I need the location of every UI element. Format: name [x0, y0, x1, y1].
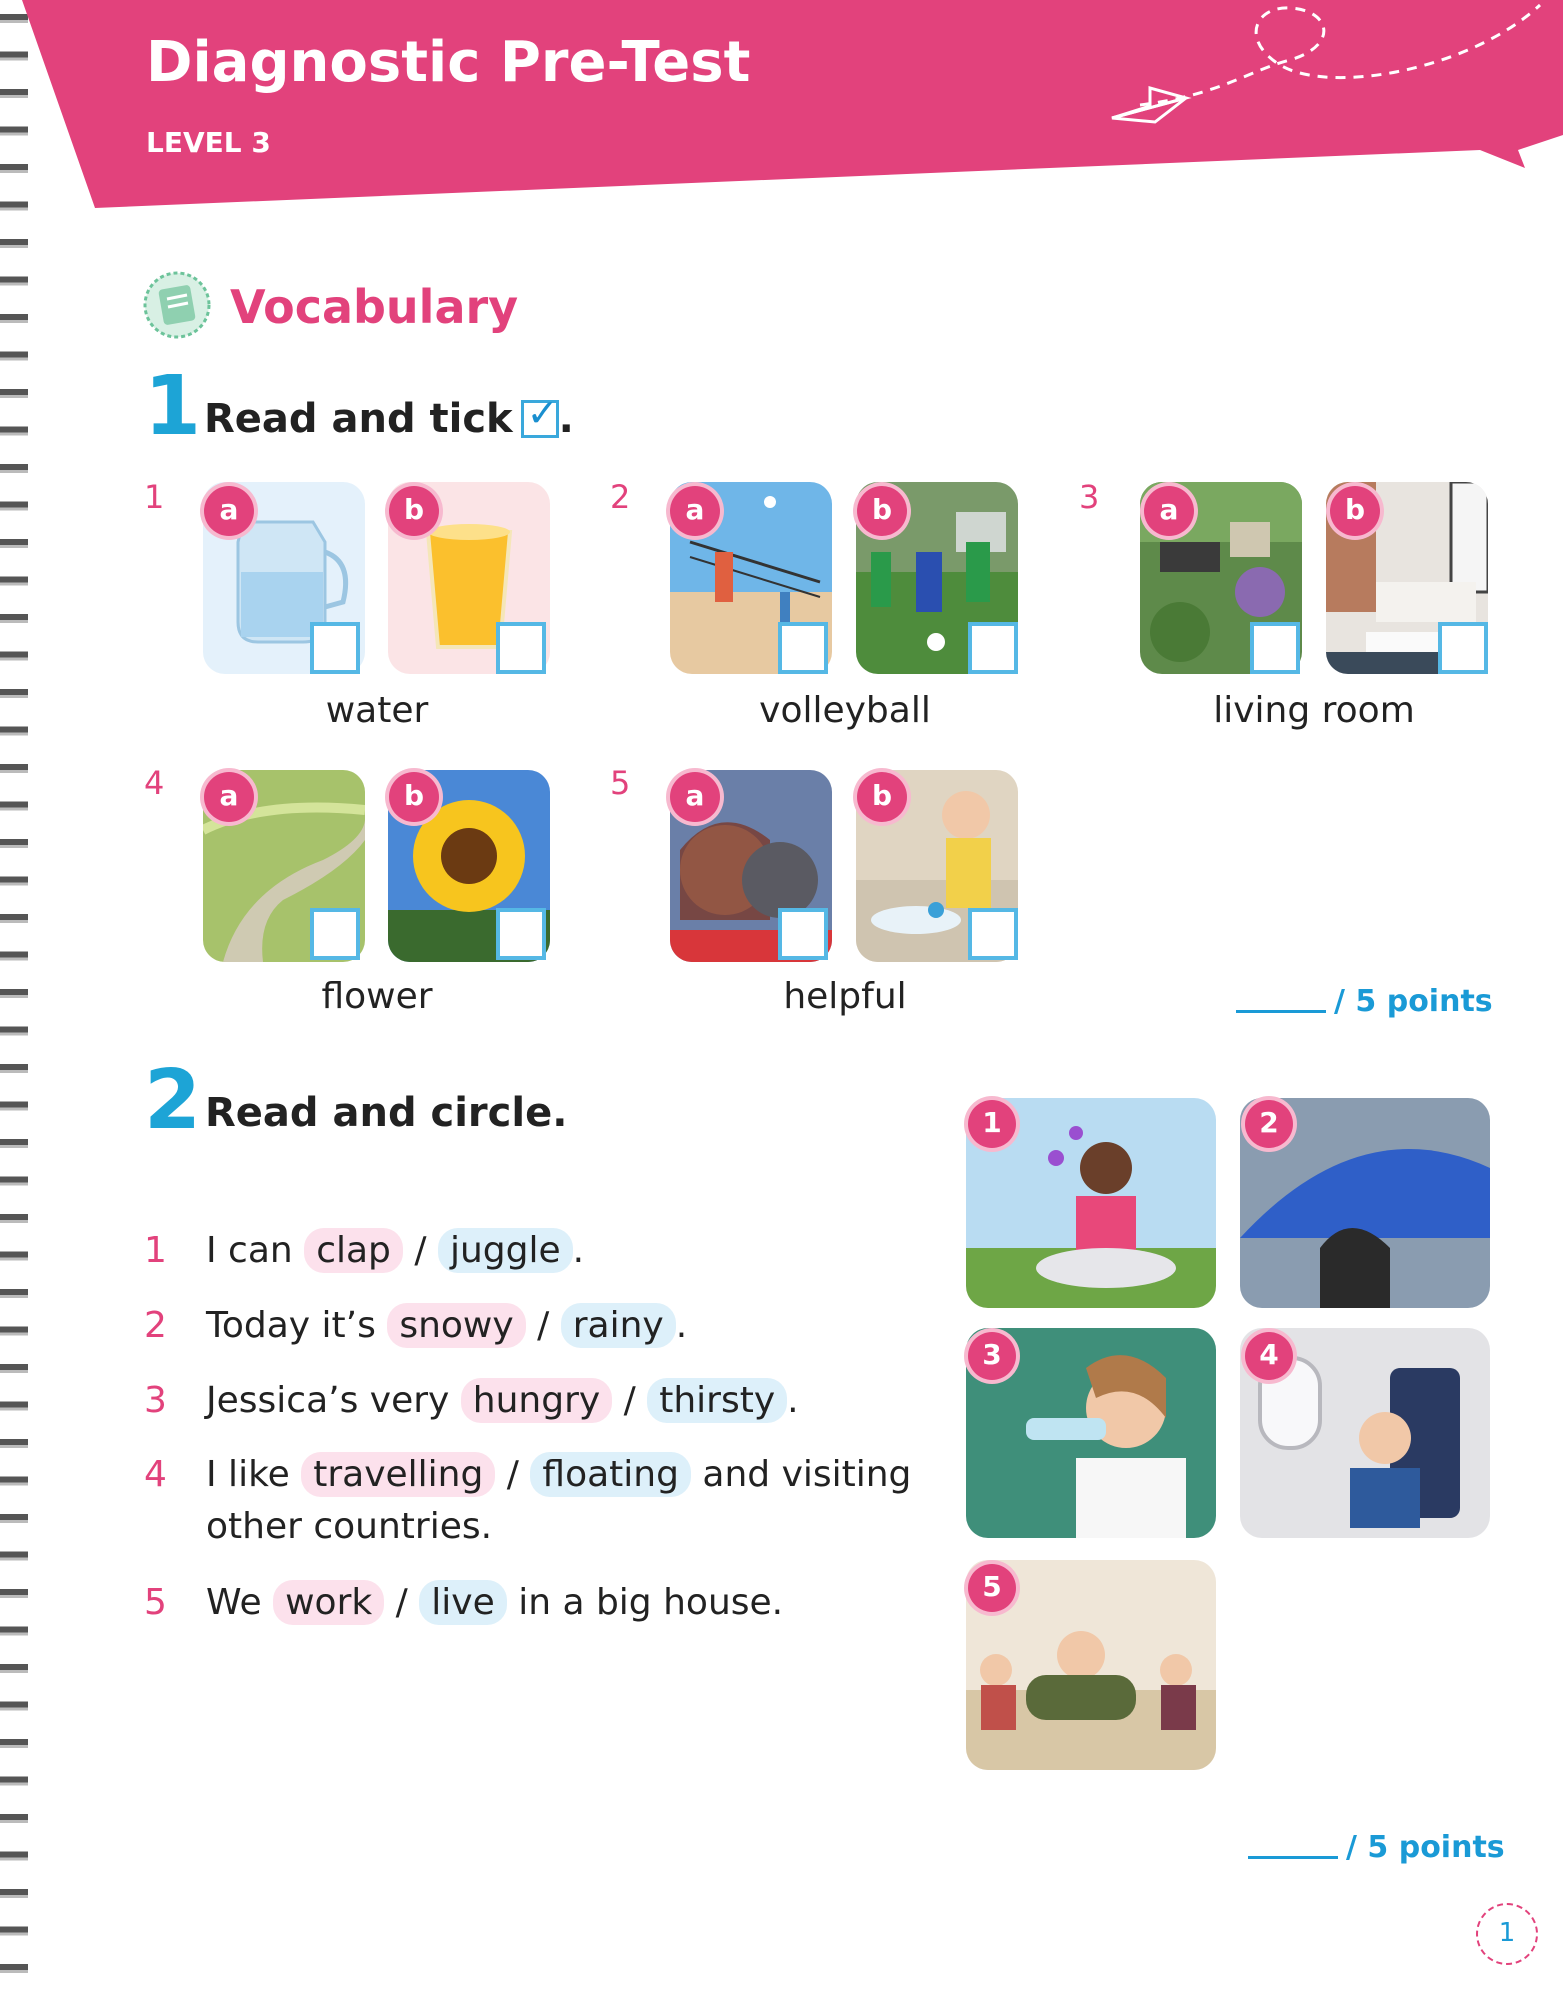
option-a-badge: a	[204, 486, 254, 536]
tick-box-5b[interactable]	[968, 908, 1018, 960]
choice-option[interactable]: work	[273, 1580, 384, 1625]
exercise-2-number: 2	[144, 1053, 202, 1148]
item-3-word: living room	[1213, 690, 1415, 731]
tick-box-1a[interactable]	[310, 622, 360, 674]
exercise-2-score	[1248, 1830, 1505, 1865]
tick-box-2a[interactable]	[778, 622, 828, 674]
photo-number-badge: 3	[968, 1332, 1016, 1380]
item-2-word: volleyball	[759, 690, 931, 731]
sentence-number: 5	[144, 1582, 167, 1623]
tick-box-3a[interactable]	[1250, 622, 1300, 674]
sentence-text: .	[572, 1230, 585, 1271]
section-title: Vocabulary	[230, 280, 519, 334]
sentence-text: I can	[206, 1230, 293, 1271]
sentence-number: 2	[144, 1305, 167, 1346]
photo-number-badge: 5	[968, 1564, 1016, 1612]
spiral-binding	[0, 0, 34, 2000]
sentence-number: 3	[144, 1380, 167, 1421]
item-4-word: flower	[321, 976, 433, 1017]
item-4-number: 4	[144, 764, 165, 802]
tick-box-1b[interactable]	[496, 622, 546, 674]
photo-number-badge: 4	[1245, 1332, 1293, 1380]
sentence-4	[144, 1452, 911, 1497]
notebook-icon	[143, 271, 211, 339]
sentence-number: 1	[144, 1230, 167, 1271]
exercise-1-title	[204, 391, 574, 442]
option-b-badge: b	[389, 486, 439, 536]
sentence-text: Today it’s	[206, 1305, 376, 1346]
exercise-1-number: 1	[144, 359, 202, 454]
sentence-1	[144, 1228, 584, 1273]
choice-separator: /	[506, 1454, 519, 1495]
tick-box-4b[interactable]	[496, 908, 546, 960]
choice-separator: /	[414, 1230, 427, 1271]
sentence-text: in a big house.	[518, 1582, 784, 1623]
choice-option[interactable]: live	[419, 1580, 506, 1625]
option-b-badge: b	[857, 772, 907, 822]
choice-option[interactable]: clap	[304, 1228, 403, 1273]
option-a-badge: a	[670, 772, 720, 822]
choice-option[interactable]: floating	[530, 1452, 691, 1497]
tick-box-4a[interactable]	[310, 908, 360, 960]
score-blank[interactable]	[1236, 986, 1326, 1013]
tick-box-5a[interactable]	[778, 908, 828, 960]
test-title: Diagnostic Pre-Test	[146, 30, 751, 95]
option-b-badge: b	[1330, 486, 1380, 536]
instruction-period: .	[558, 396, 574, 442]
item-2-number: 2	[610, 478, 631, 516]
item-5-word: helpful	[783, 976, 907, 1017]
choice-option[interactable]: hungry	[461, 1378, 612, 1423]
test-level: LEVEL 3	[146, 126, 271, 159]
exercise-1-score	[1236, 984, 1493, 1019]
option-a-badge: a	[204, 772, 254, 822]
photo-number-badge: 2	[1245, 1100, 1293, 1148]
points-label: / 5 points	[1346, 1830, 1505, 1865]
sentence-text: and visiting	[702, 1454, 912, 1495]
exercise-1-instruction: Read and tick	[204, 396, 513, 442]
sentence-text: We	[206, 1582, 262, 1623]
page-number: 1	[1476, 1903, 1538, 1965]
photo-number-badge: 1	[968, 1100, 1016, 1148]
option-b-badge: b	[857, 486, 907, 536]
choice-option[interactable]: travelling	[301, 1452, 495, 1497]
sentence-text: .	[675, 1305, 688, 1346]
sentence-4-continued	[206, 1506, 492, 1547]
item-1-number: 1	[144, 478, 165, 516]
choice-option[interactable]: thirsty	[647, 1378, 787, 1423]
sentence-text: other countries.	[206, 1506, 493, 1547]
exercise-2-instruction: Read and circle.	[205, 1090, 568, 1136]
sentence-2	[144, 1303, 687, 1348]
choice-option[interactable]: rainy	[561, 1303, 676, 1348]
sentence-3	[144, 1378, 799, 1423]
choice-separator: /	[395, 1582, 408, 1623]
sentence-5	[144, 1580, 783, 1625]
sentence-text: I like	[206, 1454, 290, 1495]
tick-box-icon: ✓	[521, 400, 559, 438]
item-3-number: 3	[1079, 478, 1100, 516]
choice-separator: /	[623, 1380, 636, 1421]
choice-option[interactable]: juggle	[438, 1228, 573, 1273]
tick-box-2b[interactable]	[968, 622, 1018, 674]
sentence-text: Jessica’s very	[206, 1380, 450, 1421]
points-label: / 5 points	[1334, 984, 1493, 1019]
item-1-word: water	[325, 690, 429, 731]
sentence-number: 4	[144, 1454, 167, 1495]
tick-box-3b[interactable]	[1438, 622, 1488, 674]
option-a-badge: a	[1144, 486, 1194, 536]
choice-separator: /	[537, 1305, 550, 1346]
item-5-number: 5	[610, 764, 631, 802]
option-b-badge: b	[389, 772, 439, 822]
score-blank[interactable]	[1248, 1832, 1338, 1859]
option-a-badge: a	[670, 486, 720, 536]
sentence-text: .	[787, 1380, 799, 1421]
choice-option[interactable]: snowy	[387, 1303, 525, 1348]
